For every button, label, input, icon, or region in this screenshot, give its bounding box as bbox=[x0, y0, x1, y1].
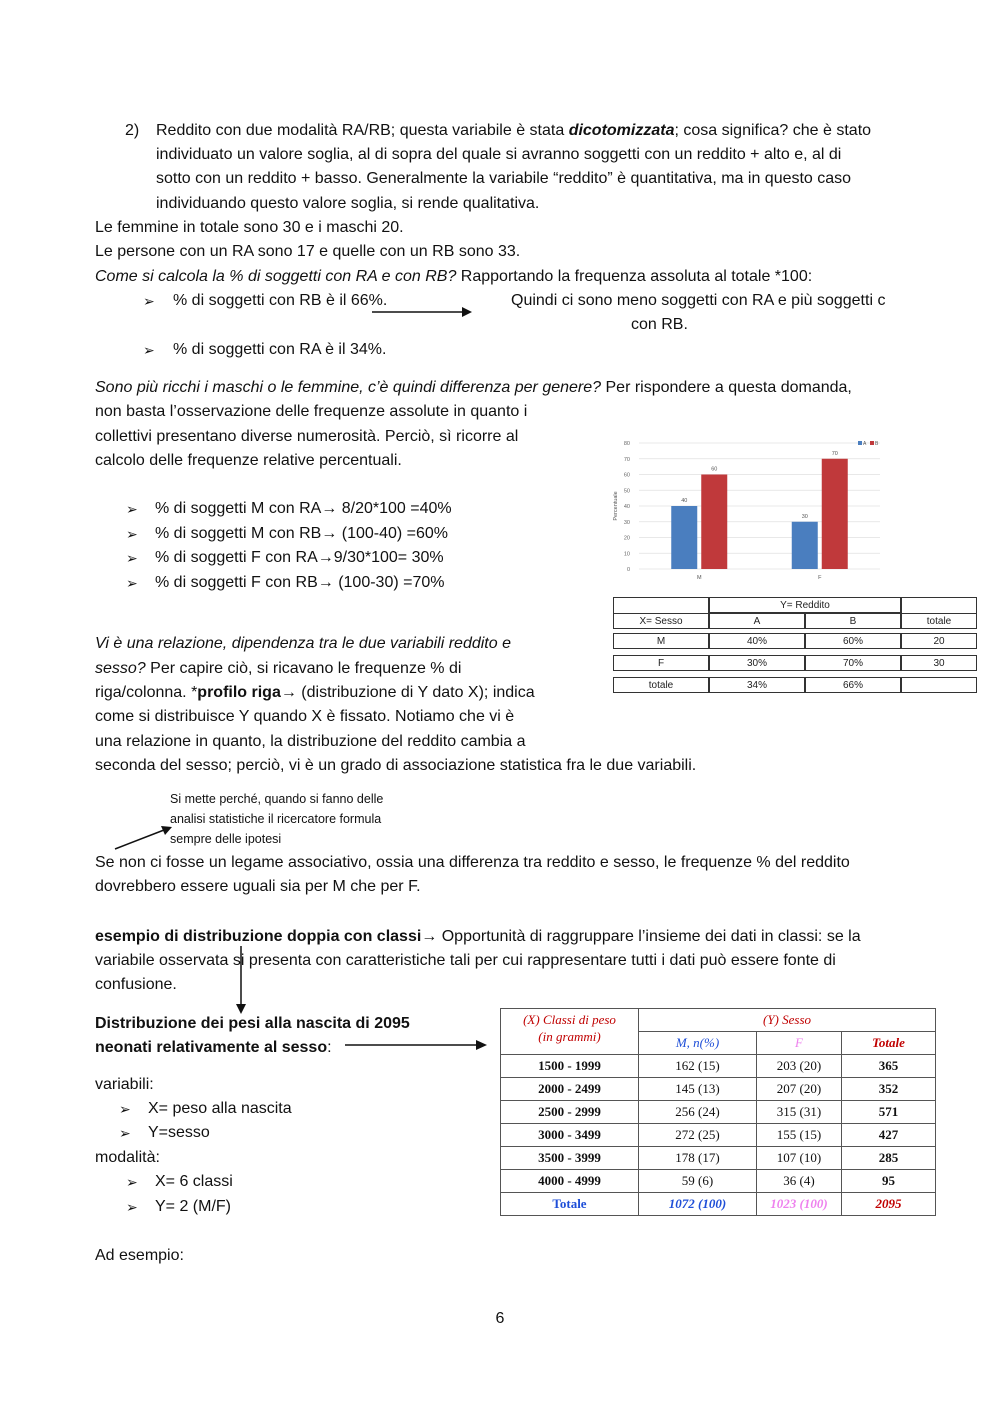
question: Sono più ricchi i maschi o le femmine, c’è quindi differenza per genere? bbox=[95, 379, 602, 396]
total-cell: 352 bbox=[842, 1078, 936, 1101]
item2-line1 bbox=[156, 119, 871, 143]
bullet-icon: ➢ bbox=[126, 550, 138, 566]
data-label: 30 bbox=[801, 513, 808, 520]
arrow-right-icon bbox=[343, 1038, 489, 1052]
header-f: F bbox=[757, 1032, 842, 1055]
table-row bbox=[613, 655, 977, 671]
table-row bbox=[501, 1101, 936, 1124]
cell: 30% bbox=[709, 655, 805, 671]
total-label: Totale bbox=[501, 1193, 639, 1216]
f-cell: 155 (15) bbox=[757, 1124, 842, 1147]
x-tick-label: M bbox=[696, 575, 702, 581]
table-row bbox=[613, 633, 977, 649]
quindi-line1: Quindi ci sono meno soggetti con RA e più soggetti c bbox=[511, 292, 886, 309]
class-cell: 2000 - 2499 bbox=[501, 1078, 639, 1101]
empty-cell bbox=[613, 597, 709, 613]
total-cell: 571 bbox=[842, 1101, 936, 1124]
bullet-icon: ➢ bbox=[119, 1125, 131, 1141]
row-label: M bbox=[613, 633, 709, 649]
m-cell: 272 (25) bbox=[639, 1124, 757, 1147]
col-a: A bbox=[709, 613, 805, 629]
answer: Per rispondere a questa domanda, bbox=[601, 379, 852, 396]
text: : bbox=[327, 1039, 332, 1056]
m-cell: 256 (24) bbox=[639, 1101, 757, 1124]
x-tick-label: F bbox=[818, 575, 822, 581]
cell: 20 bbox=[901, 633, 977, 649]
bullet-icon: ➢ bbox=[126, 1199, 138, 1215]
text: neonati relativamente al sesso bbox=[95, 1039, 328, 1056]
cell: 30 bbox=[901, 655, 977, 671]
text: ; cosa significa? che è stato bbox=[674, 122, 872, 139]
senon-line2: dovrebbero essere uguali sia per M che per F. bbox=[95, 878, 421, 895]
y-tick-label: 80 bbox=[623, 441, 630, 447]
m-cell: 59 (6) bbox=[639, 1170, 757, 1193]
m-cell: 145 (13) bbox=[639, 1078, 757, 1101]
answer: Rapportando la frequenza assoluta al totale *100: bbox=[456, 268, 813, 285]
legend-label: A bbox=[863, 441, 867, 447]
total-cell: 95 bbox=[842, 1170, 936, 1193]
class-cell: 3000 - 3499 bbox=[501, 1124, 639, 1147]
text: → (distribuzione di Y dato X); indica bbox=[280, 684, 535, 701]
calc-bullet-1: % di soggetti M con RA→ 8/20*100 =40% bbox=[155, 500, 452, 517]
modalita-label: modalità: bbox=[95, 1149, 160, 1166]
ricchi-question bbox=[95, 376, 852, 400]
total-f: 1023 (100) bbox=[757, 1193, 842, 1216]
birth-weight-table bbox=[500, 1008, 936, 1216]
cell: 34% bbox=[709, 677, 805, 693]
term-profilo-riga: profilo riga bbox=[197, 684, 281, 701]
table-row bbox=[501, 1147, 936, 1170]
item2-line4: individuando questo valore soglia, si rende qualitativa. bbox=[156, 195, 540, 212]
header-m: M, n(%) bbox=[639, 1032, 757, 1055]
header-y-sesso: (Y) Sesso bbox=[639, 1009, 936, 1032]
row-label: totale bbox=[613, 677, 709, 693]
cell: 70% bbox=[805, 655, 901, 671]
rel-line2 bbox=[95, 657, 461, 681]
total-cell: 285 bbox=[842, 1147, 936, 1170]
bullet-icon: ➢ bbox=[126, 1174, 138, 1190]
note-line2: analisi statistiche il ricercatore formula bbox=[170, 812, 382, 826]
rel-line3 bbox=[95, 681, 535, 705]
calc-bullet-2: % di soggetti M con RB→ (100-40) =60% bbox=[155, 525, 449, 542]
m-cell: 162 (15) bbox=[639, 1055, 757, 1078]
nonbasta-line2: collettivi presentano diverse numerosità. Perciò, sì ricorre al bbox=[95, 428, 519, 445]
esempio-line3: confusione. bbox=[95, 976, 177, 993]
cell: 40% bbox=[709, 633, 805, 649]
calc-bullet-3: % di soggetti F con RA→9/30*100= 30% bbox=[155, 549, 444, 566]
table-row bbox=[613, 677, 977, 693]
bar-B-F bbox=[822, 459, 848, 569]
col-b: B bbox=[805, 613, 901, 629]
esempio-line2: variabile osservata si presenta con caratteristiche tali per cui rappresentare tutti i dati può essere fonte di bbox=[95, 952, 836, 969]
legend-label: B bbox=[875, 441, 879, 447]
arrow-diagonal-icon bbox=[112, 824, 174, 852]
y-tick-label: 20 bbox=[623, 535, 630, 542]
cell bbox=[901, 677, 977, 693]
y-tick-label: 10 bbox=[623, 551, 630, 558]
bullet-icon: ➢ bbox=[126, 526, 138, 542]
femmine-text: Le femmine in totale sono 30 e i maschi 20. bbox=[95, 219, 404, 236]
distr-title-line1: Distribuzione dei pesi alla nascita di 2095 bbox=[95, 1015, 410, 1032]
rel-line4: come si distribuisce Y quando X è fissato. Notiamo che vi è bbox=[95, 708, 515, 725]
table-row bbox=[501, 1055, 936, 1078]
y-tick-label: 30 bbox=[623, 519, 630, 526]
f-cell: 107 (10) bbox=[757, 1147, 842, 1170]
y-tick-label: 40 bbox=[623, 504, 630, 510]
nonbasta-line3: calcolo delle frequenze relative percentuali. bbox=[95, 452, 402, 469]
note-line3: sempre delle ipotesi bbox=[170, 832, 282, 846]
col-totale: totale bbox=[901, 613, 977, 629]
table-row bbox=[501, 1078, 936, 1101]
legend-swatch-B bbox=[870, 441, 874, 445]
ad-esempio: Ad esempio: bbox=[95, 1247, 184, 1264]
class-cell: 2500 - 2999 bbox=[501, 1101, 639, 1124]
distr-title-line2 bbox=[95, 1036, 332, 1060]
legend-swatch-A bbox=[858, 441, 862, 445]
list-number: 2) bbox=[125, 122, 140, 139]
header-x: X= Sesso bbox=[613, 613, 709, 629]
f-cell: 315 (31) bbox=[757, 1101, 842, 1124]
arrow-down-icon bbox=[234, 944, 248, 1016]
header-y: Y= Reddito bbox=[709, 597, 901, 613]
senon-line1: Se non ci fosse un legame associativo, ossia una differenza tra reddito e sesso, le frequenze % del reddito bbox=[95, 854, 850, 871]
cell: 66% bbox=[805, 677, 901, 693]
text: Per capire ciò, si ricavano le frequenze % di bbox=[145, 660, 462, 677]
class-cell: 4000 - 4999 bbox=[501, 1170, 639, 1193]
bar-A-F bbox=[792, 522, 818, 569]
ra-percentage: % di soggetti con RA è il 34%. bbox=[173, 341, 387, 358]
page-number: 6 bbox=[495, 1310, 505, 1327]
item2-line2: individuato un valore soglia, al di sopra del quale si avranno soggetti con un reddito + alto e, al di bbox=[156, 146, 842, 163]
modalita-x: X= 6 classi bbox=[155, 1173, 233, 1190]
variabile-y: Y=sesso bbox=[148, 1124, 210, 1141]
bullet-icon: ➢ bbox=[119, 1101, 131, 1117]
note-line1: Si mette perché, quando si fanno delle bbox=[170, 792, 384, 806]
y-axis-label: Percentuale bbox=[613, 491, 619, 521]
table-total-row bbox=[501, 1193, 936, 1216]
row-label: F bbox=[613, 655, 709, 671]
y-tick-label: 0 bbox=[626, 567, 630, 573]
esempio-line1 bbox=[95, 925, 861, 949]
data-label: 40 bbox=[681, 498, 688, 504]
total-m: 1072 (100) bbox=[639, 1193, 757, 1216]
variabili-label: variabili: bbox=[95, 1076, 154, 1093]
question: sesso? bbox=[95, 660, 146, 677]
header-x-line1: (X) Classi di peso bbox=[523, 1011, 616, 1027]
total-all: 2095 bbox=[842, 1193, 936, 1216]
y-tick-label: 70 bbox=[623, 456, 630, 463]
arrow-right-icon bbox=[370, 305, 474, 319]
f-cell: 203 (20) bbox=[757, 1055, 842, 1078]
text: Reddito con due modalità RA/RB; questa variabile è stata bbox=[156, 122, 569, 139]
bar-B-M bbox=[701, 475, 727, 570]
data-label: 70 bbox=[831, 450, 838, 457]
term-esempio: esempio di distribuzione doppia con classi bbox=[95, 928, 422, 945]
header-x-line2: (in grammi) bbox=[538, 1028, 601, 1044]
f-cell: 36 (4) bbox=[757, 1170, 842, 1193]
f-cell: 207 (20) bbox=[757, 1078, 842, 1101]
data-label: 60 bbox=[711, 466, 718, 473]
class-cell: 3500 - 3999 bbox=[501, 1147, 639, 1170]
nonbasta-line1: non basta l’osservazione delle frequenze assolute in quanto i bbox=[95, 403, 528, 420]
persone-text: Le persone con un RA sono 17 e quelle con un RB sono 33. bbox=[95, 243, 521, 260]
cell: 60% bbox=[805, 633, 901, 649]
bar-chart bbox=[605, 436, 890, 586]
reddito-sesso-table bbox=[613, 597, 977, 693]
text: riga/colonna. * bbox=[95, 684, 198, 701]
rel-line6: seconda del sesso; perciò, vi è un grado di associazione statistica fra le due variabili. bbox=[95, 757, 697, 774]
bullet-icon: ➢ bbox=[143, 293, 155, 309]
rel-line1: Vi è una relazione, dipendenza tra le due variabili reddito e bbox=[95, 635, 511, 652]
bar-A-M bbox=[671, 506, 697, 569]
header-totale: Totale bbox=[842, 1032, 936, 1055]
question: Come si calcola la % di soggetti con RA e con RB? bbox=[95, 268, 457, 285]
bullet-icon: ➢ bbox=[143, 342, 155, 358]
header-x-classes bbox=[501, 1009, 639, 1055]
item2-line3: sotto con un reddito + basso. Generalmente la variabile “reddito” è quantitativa, ma in questo caso bbox=[156, 170, 852, 187]
total-cell: 427 bbox=[842, 1124, 936, 1147]
rel-line5: una relazione in quanto, la distribuzione del reddito cambia a bbox=[95, 733, 526, 750]
quindi-line2: con RB. bbox=[631, 316, 688, 333]
variabile-x: X= peso alla nascita bbox=[148, 1100, 292, 1117]
bullet-icon: ➢ bbox=[126, 501, 138, 517]
modalita-y: Y= 2 (M/F) bbox=[155, 1198, 232, 1215]
table-row bbox=[501, 1170, 936, 1193]
rb-percentage: % di soggetti con RB è il 66%. bbox=[173, 292, 388, 309]
term-dicotomizzata: dicotomizzata bbox=[568, 122, 675, 139]
empty-cell bbox=[901, 597, 977, 613]
calc-question bbox=[95, 265, 812, 289]
y-tick-label: 50 bbox=[623, 488, 630, 495]
y-tick-label: 60 bbox=[623, 472, 630, 479]
class-cell: 1500 - 1999 bbox=[501, 1055, 639, 1078]
bullet-icon: ➢ bbox=[126, 575, 138, 591]
calc-bullet-4: % di soggetti F con RB→ (100-30) =70% bbox=[155, 574, 445, 591]
total-cell: 365 bbox=[842, 1055, 936, 1078]
text: → Opportunità di raggruppare l’insieme dei dati in classi: se la bbox=[421, 928, 861, 945]
m-cell: 178 (17) bbox=[639, 1147, 757, 1170]
table-row bbox=[501, 1124, 936, 1147]
